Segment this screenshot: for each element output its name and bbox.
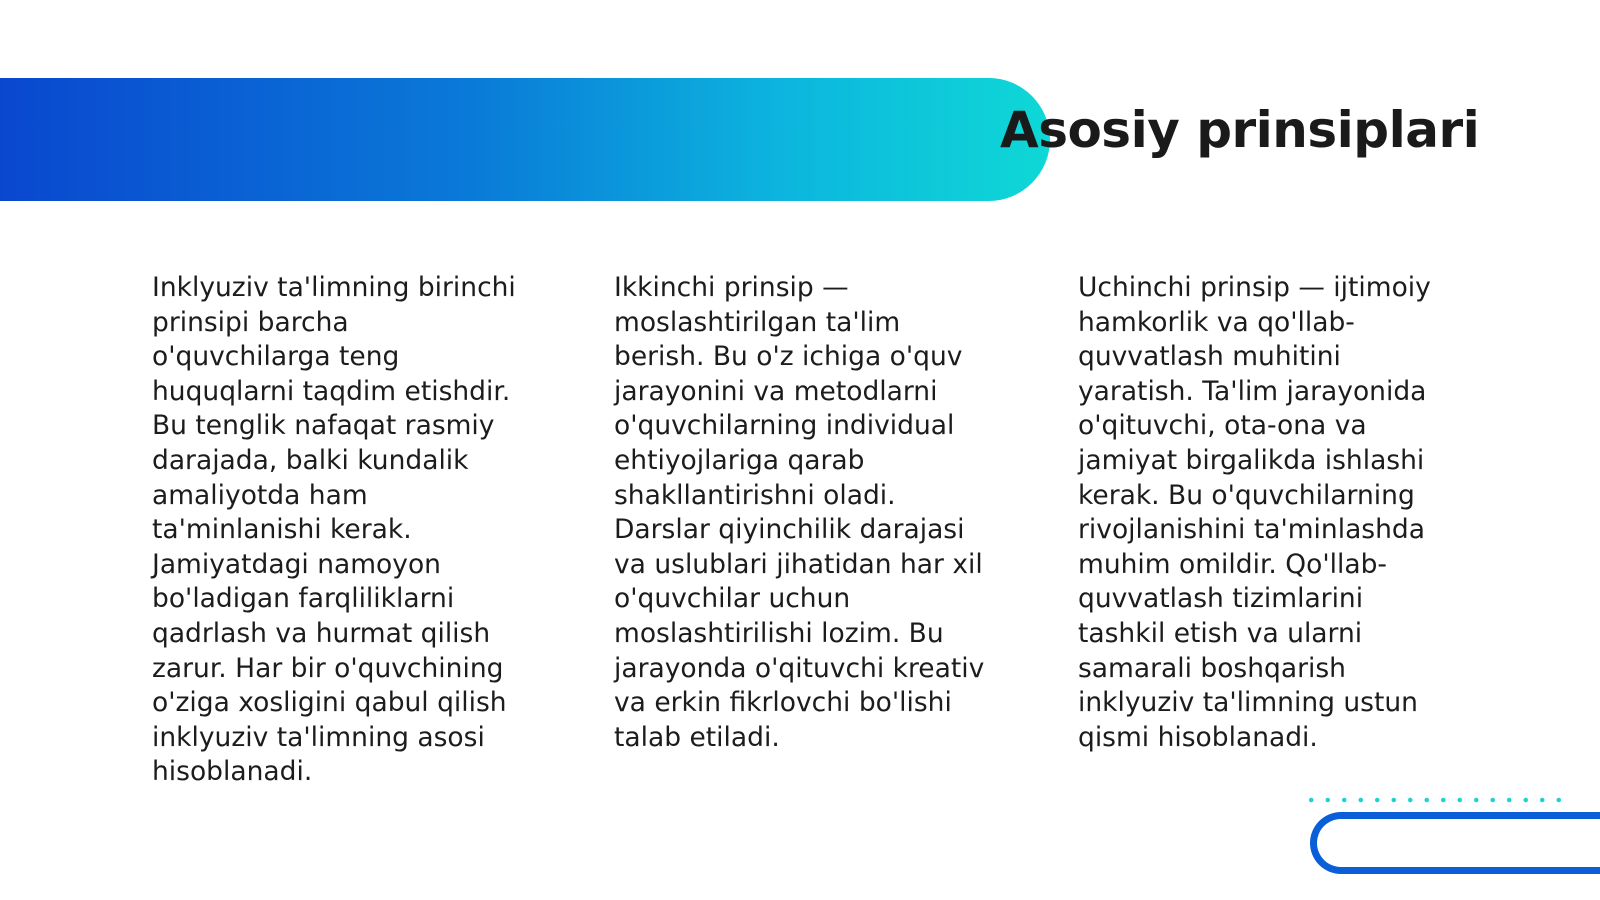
principle-column-3: Uchinchi prinsip — ijtimoiy hamkorlik va qo'llab-quvvatlash muhitini yaratish. Ta'lim jarayonida o'qituvchi, ota-ona va jamiyat birgalikda ishlashi kerak. Bu o'quvchilarning rivojlanishini ta'minlashda muhim omildir. Qo'llab-quvvatlash tizimlarini tashkil etish va ularni samarali boshqarish inklyuziv ta'limning ustun qismi hisoblanadi.: [1078, 272, 1431, 753]
decorative-dots: [1303, 797, 1563, 803]
principle-column-1: Inklyuziv ta'limning birinchi prinsipi barcha o'quvchilarga teng huquqlarni taqdim etishdir. Bu tenglik nafaqat rasmiy darajada, balki kundalik amaliyotda ham ta'minlanishi kerak. Jamiyatdagi namoyon bo'ladigan farqliliklarni qadrlash va hurmat qilish zarur. Har bir o'quvchining o'ziga xosligini qabul qilish inklyuziv ta'limning asosi hisoblanadi.: [152, 272, 516, 788]
slide-title: Asosiy prinsiplari: [1000, 101, 1480, 159]
title-banner: [0, 78, 1050, 201]
decorative-pill-outline: [1310, 812, 1600, 874]
principle-column-2: Ikkinchi prinsip — moslashtirilgan ta'lim berish. Bu o'z ichiga o'quv jarayonini va metodlarni o'quvchilarning individual ehtiyojlariga qarab shakllantirishni oladi. Darslar qiyinchilik darajasi va uslublari jihatidan har xil o'quvchilar uchun moslashtirilishi lozim. Bu jarayonda o'qituvchi kreativ va erkin fikrlovchi bo'lishi talab etiladi.: [614, 272, 985, 753]
